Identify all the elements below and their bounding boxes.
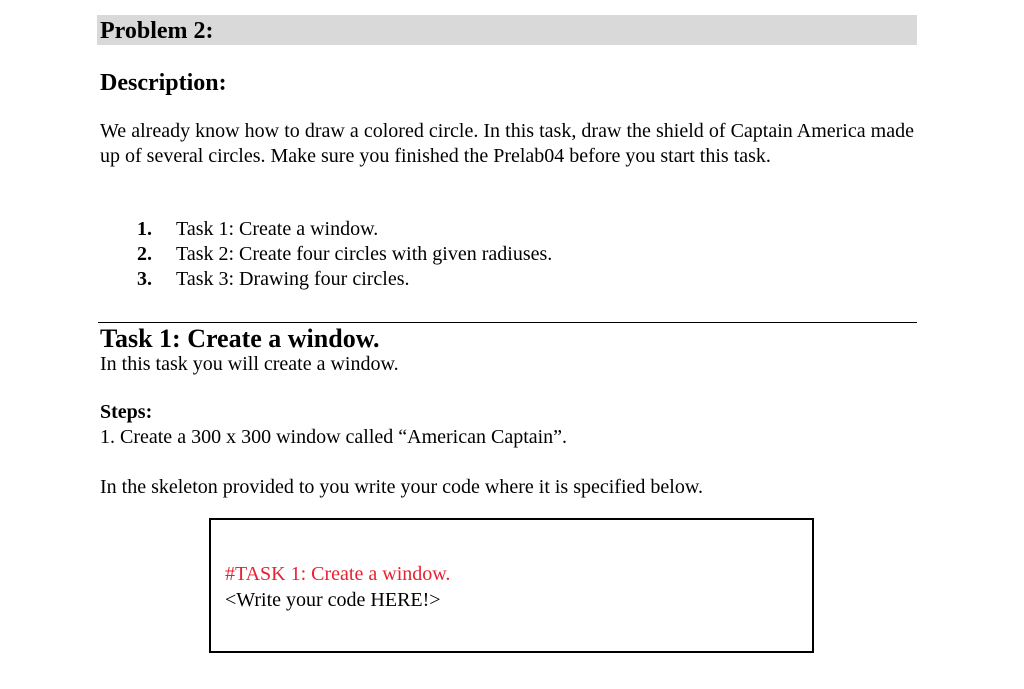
section-divider [98, 322, 917, 323]
skeleton-note: In the skeleton provided to you write your code where it is specified below. [100, 476, 703, 498]
problem-title: Problem 2: [100, 18, 214, 44]
task-list-number: 2. [137, 243, 152, 265]
task-list-item [137, 267, 552, 292]
task-list-item [137, 217, 552, 242]
task-list-number: 1. [137, 218, 152, 240]
code-placeholder: <Write your code HERE!> [225, 589, 441, 611]
problem-header-bar [97, 15, 917, 45]
task1-heading: Task 1: Create a window. [100, 324, 380, 353]
description-heading: Description: [100, 70, 227, 96]
task-list-number: 3. [137, 268, 152, 290]
step-item: 1. Create a 300 x 300 window called “American Captain”. [100, 426, 568, 448]
task-list-text: Task 3: Drawing four circles. [176, 268, 410, 290]
code-comment: #TASK 1: Create a window. [225, 563, 451, 585]
task-list-text: Task 2: Create four circles with given radiuses. [176, 243, 553, 265]
description-body: We already know how to draw a colored circle. In this task, draw the shield of Captain America made up of several circles. Make sure you finished the Prelab04 before you start this task. [100, 120, 914, 167]
task-list-text: Task 1: Create a window. [176, 218, 379, 240]
steps-heading: Steps: [100, 401, 153, 423]
code-box [209, 518, 814, 653]
task-list-item [137, 242, 552, 267]
task1-intro: In this task you will create a window. [100, 353, 399, 375]
task-list [137, 217, 552, 292]
